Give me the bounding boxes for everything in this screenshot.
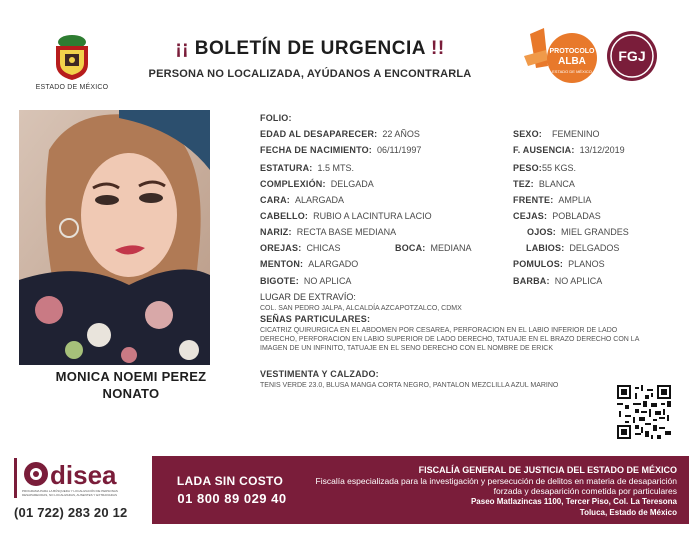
- field-pomulos: POMULOS: PLANOS: [513, 259, 605, 269]
- field-fecha-nacimiento: FECHA DE NACIMIENTO: 06/11/1997: [260, 145, 422, 155]
- fgj-logo: [606, 30, 658, 82]
- lada-title: LADA SIN COSTO: [176, 474, 284, 488]
- lada-number: 01 800 89 029 40: [177, 491, 287, 506]
- estado-label: ESTADO DE MÉXICO: [35, 84, 109, 91]
- fiscalia-title: FISCALÍA GENERAL DE JUSTICIA DEL ESTADO DE MÉXICO: [418, 465, 677, 475]
- field-cabello: CABELLO: RUBIO A LACINTURA LACIO: [260, 211, 432, 221]
- field-lugar-label: LUGAR DE EXTRAVÍO:: [260, 292, 356, 302]
- field-bigote: BIGOTE: NO APLICA: [260, 276, 352, 286]
- field-boca: BOCA: MEDIANA: [395, 243, 472, 253]
- field-complexion: COMPLEXIÓN: DELGADA: [260, 179, 374, 189]
- field-cara: CARA: ALARGADA: [260, 195, 345, 205]
- field-vestimenta-value: TENIS VERDE 23.0, BLUSA MANGA CORTA NEGRO, PANTALON MEZCLILLA AZUL MARINO: [260, 382, 559, 389]
- svg-text:FGJ: FGJ: [618, 48, 646, 64]
- svg-text:PROTOCOLO: PROTOCOLO: [549, 48, 595, 55]
- field-senas-value: CICATRIZ QUIRURGICA EN EL ABDOMEN POR CESAREA, PERFORACION EN EL LABIO INFERIOR DE LADO DERECHO, PERFORACION EN LABIO SUPERIOR DE LADO DERECHO, TATUAJE EN EL BRAZO DERECHO CON LA IMAGEN DE UN INFINITO, TATUAJE EN EL SENO DERECHO CON EL NOMBRE DE ERICK: [260, 327, 639, 352]
- odisea-phone: (01 722) 283 20 12: [14, 505, 128, 520]
- svg-text:disea: disea: [50, 460, 117, 490]
- field-folio: FOLIO:: [260, 113, 292, 123]
- field-frente: FRENTE: AMPLIA: [513, 195, 592, 205]
- field-nariz: NARIZ: RECTA BASE MEDIANA: [260, 227, 397, 237]
- page-subtitle: PERSONA NO LOCALIZADA, AYÚDANOS A ENCONTRARLA: [148, 68, 472, 80]
- field-fecha-ausencia: F. AUSENCIA: 13/12/2019: [513, 145, 625, 155]
- odisea-logo: [14, 458, 140, 498]
- svg-text:ESTADO DE MÉXICO: ESTADO DE MÉXICO: [552, 69, 592, 74]
- field-sexo: SEXO: FEMENINO: [513, 129, 600, 139]
- field-cejas: CEJAS: POBLADAS: [513, 211, 601, 221]
- field-labios: LABIOS: DELGADOS: [526, 243, 620, 253]
- estado-de-mexico-seal-icon: [50, 32, 94, 82]
- field-menton: MENTON: ALARGADO: [260, 259, 359, 269]
- qr-code: [617, 385, 671, 439]
- protocolo-alba-logo: [524, 26, 600, 86]
- person-name: MONICA NOEMI PEREZ NONATO: [55, 369, 207, 401]
- field-ojos: OJOS: MIEL GRANDES: [527, 227, 629, 237]
- fiscalia-address-1: Paseo Matlazincas 1100, Tercer Piso, Col. La Teresona: [470, 497, 677, 506]
- field-senas-label: SEÑAS PARTICULARES:: [260, 314, 371, 324]
- fiscalia-description: Fiscalía especializada para la investigación y persecución de delitos en materia de desaparición forzada y desaparición cometida por particulares: [315, 476, 677, 496]
- field-peso: PESO:55 KGS.: [513, 163, 577, 173]
- person-photo: [19, 110, 210, 365]
- svg-text:PROGRAMA PARA LA BÚSQUEDA Y LO: PROGRAMA PARA LA BÚSQUEDA Y LOCALIZACIÓN DE PERSONAS: [22, 489, 118, 493]
- fiscalia-info: [307, 465, 677, 518]
- field-vestimenta-label: VESTIMENTA Y CALZADO:: [260, 369, 379, 379]
- field-lugar-value: COL. SAN PEDRO JALPA, ALCALDÍA AZCAPOTZALCO, CDMX: [260, 305, 462, 312]
- svg-text:DESAPARECIDAS, NO LOCALIZADAS,: DESAPARECIDAS, NO LOCALIZADAS, AUSENTES Y EXTRAVIADAS: [22, 493, 117, 497]
- field-orejas: OREJAS: CHICAS: [260, 243, 341, 253]
- svg-text:ALBA: ALBA: [558, 56, 586, 67]
- field-edad: EDAD AL DESAPARECER: 22 AÑOS: [260, 129, 420, 139]
- field-barba: BARBA: NO APLICA: [513, 276, 603, 286]
- fiscalia-address-2: Toluca, Estado de México: [579, 508, 677, 517]
- field-tez: TEZ: BLANCA: [513, 179, 575, 189]
- page-title: ¡¡ BOLETÍN DE URGENCIA !!: [175, 38, 445, 59]
- field-estatura: ESTATURA: 1.5 MTS.: [260, 163, 354, 173]
